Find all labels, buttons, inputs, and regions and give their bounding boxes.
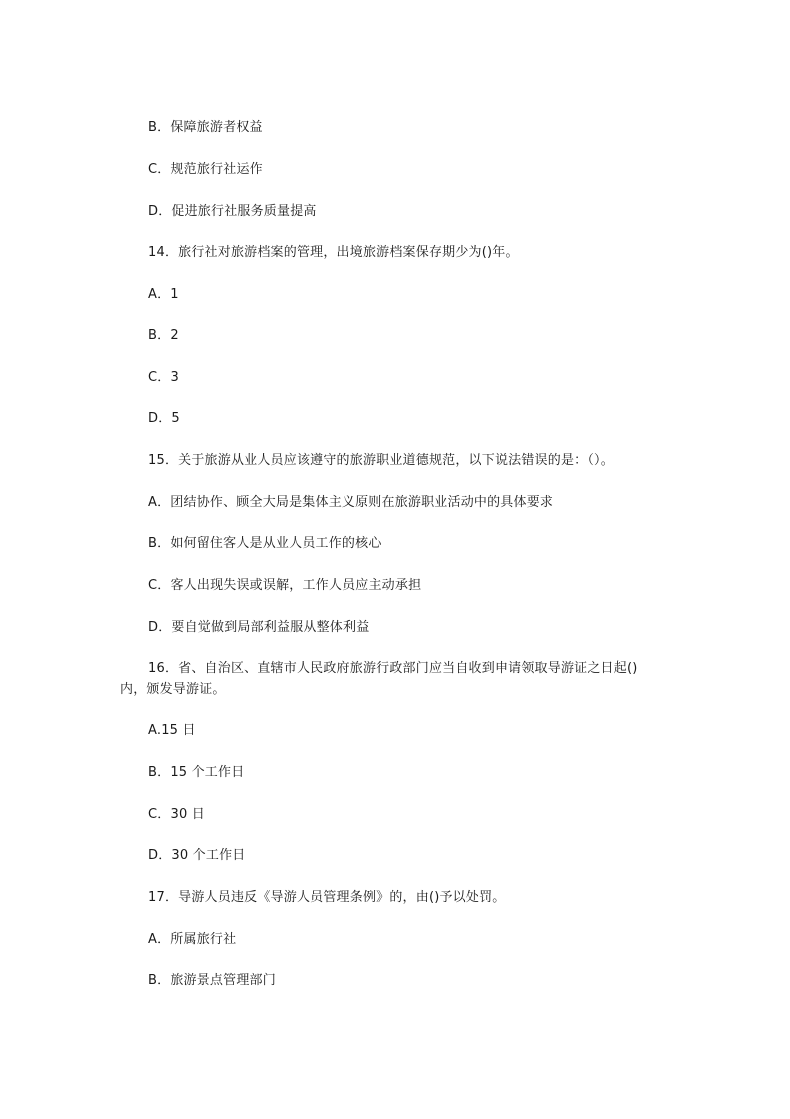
q14-option-b: B．2 — [148, 328, 179, 343]
q15-option-c: C．客人出现失误或误解，工作人员应主动承担 — [148, 578, 422, 593]
q15-option-a: A．团结协作、顾全大局是集体主义原则在旅游职业活动中的具体要求 — [148, 495, 554, 510]
q17-option-a: A．所属旅行社 — [148, 932, 237, 947]
q17-question: 17．导游人员违反《导游人员管理条例》的，由()予以处罚。 — [148, 890, 506, 905]
q15-question: 15．关于旅游从业人员应该遵守的旅游职业道德规范，以下说法错误的是：（）。 — [148, 453, 614, 468]
q16-option-b: B．15 个工作日 — [148, 765, 245, 780]
q16-question: 16．省、自治区、直辖市人民政府旅游行政部门应当自收到申请领取导游证之日起() — [148, 661, 638, 676]
q16-option-c: C．30 日 — [148, 807, 205, 822]
q16-option-a: A.15 日 — [148, 723, 196, 738]
q14-option-d: D．5 — [148, 411, 180, 426]
q13-option-b: B．保障旅游者权益 — [148, 120, 263, 135]
q17-option-b: B．旅游景点管理部门 — [148, 973, 276, 988]
q15-option-d: D．要自觉做到局部利益服从整体利益 — [148, 620, 370, 635]
q14-option-c: C．3 — [148, 370, 179, 385]
q16-option-d: D．30 个工作日 — [148, 848, 246, 863]
q13-option-d: D．促进旅行社服务质量提高 — [148, 204, 317, 219]
q14-option-a: A．1 — [148, 287, 179, 302]
q16-question-continued: 内，颁发导游证。 — [120, 682, 226, 697]
q15-option-b: B．如何留住客人是从业人员工作的核心 — [148, 536, 382, 551]
q13-option-c: C．规范旅行社运作 — [148, 162, 263, 177]
q14-question: 14．旅行社对旅游档案的管理，出境旅游档案保存期少为()年。 — [148, 245, 519, 260]
